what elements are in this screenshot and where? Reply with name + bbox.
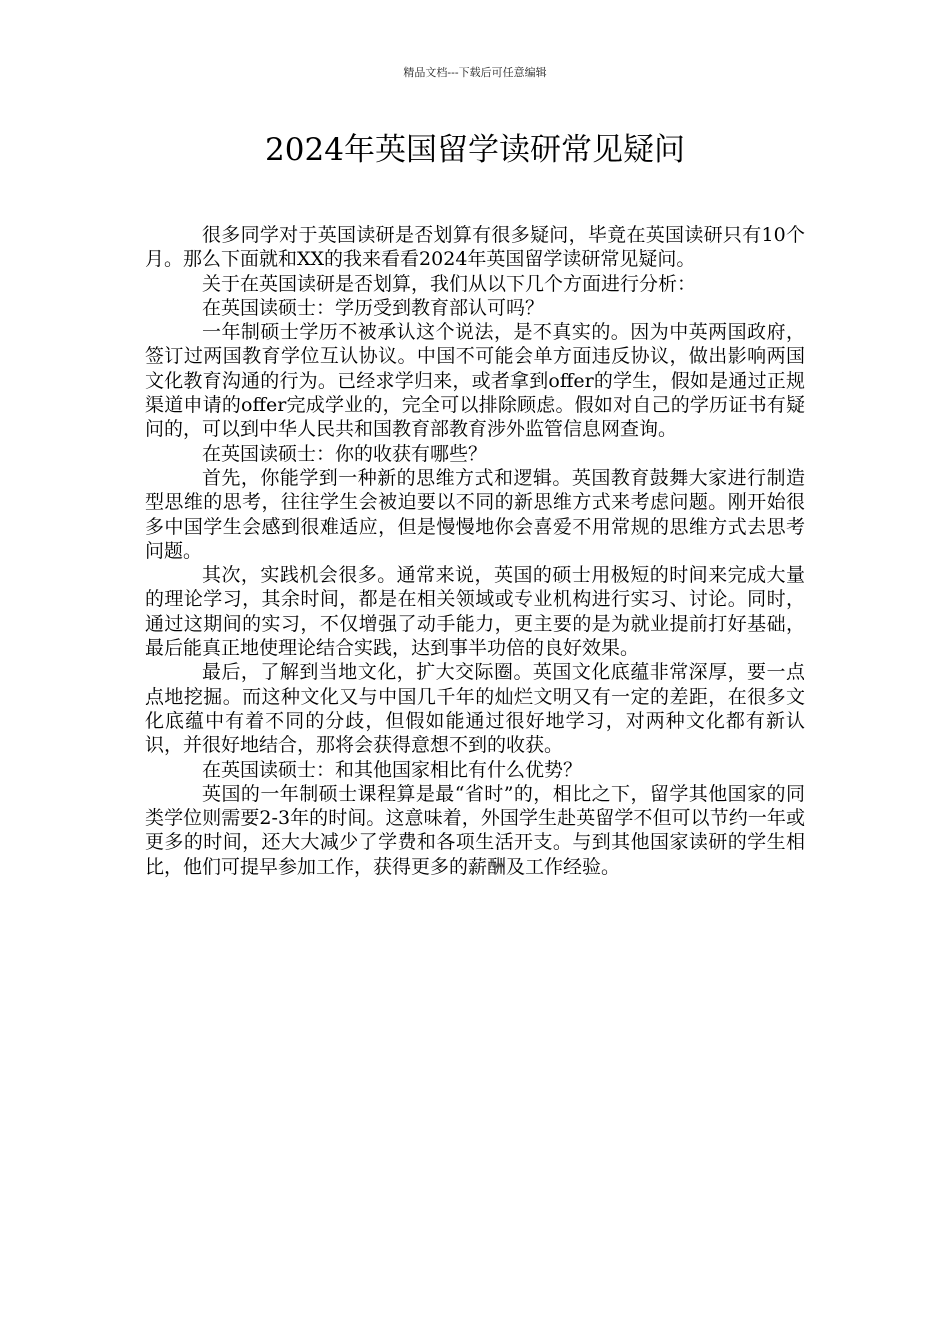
section-heading-advantages: 在英国读硕士：和其他国家相比有什么优势？ (202, 758, 583, 781)
section-heading-recognition: 在英国读硕士：学历受到教育部认可吗？ (202, 296, 545, 319)
section-heading-gains: 在英国读硕士：你的收获有哪些？ (202, 442, 488, 465)
page-header-note: 精品文档---下载后可任意编辑 (403, 66, 547, 79)
paragraph-gains-last: 最后，了解到当地文化，扩大交际圈。英国文化底蕴非常深厚，要一点点地挖掘。而这种文化又与中国几千年的灿烂文明又有一定的差距，在很多文化底蕴中有着不同的分歧，但假如能通过很好地学习，对两种文化都有新认识，并很好地结合，那将会获得意想不到的收获。 (145, 661, 805, 757)
paragraph-advantages: 英国的一年制硕士课程算是最“省时”的，相比之下，留学其他国家的同类学位则需要2-3年的时间。这意味着，外国学生赴英留学不但可以节约一年或更多的时间，还大大减少了学费和各项生活开支。与到其他国家读研的学生相比，他们可提早参加工作，获得更多的薪酬及工作经验。 (145, 782, 805, 878)
paragraph-gains-first: 首先，你能学到一种新的思维方式和逻辑。英国教育鼓舞大家进行制造型思维的思考，往往学生会被迫要以不同的新思维方式来考虑问题。刚开始很多中国学生会感到很难适应，但是慢慢地你会喜爱不用常规的思维方式去思考问题。 (145, 466, 805, 562)
paragraph-analysis-lead: 关于在英国读研是否划算，我们从以下几个方面进行分析： (202, 272, 697, 295)
document-body (145, 223, 805, 879)
paragraph-gains-second: 其次，实践机会很多。通常来说，英国的硕士用极短的时间来完成大量的理论学习，其余时间，都是在相关领域或专业机构进行实习、讨论。同时，通过这期间的实习，不仅增强了动手能力，更主要的是为就业提前打好基础，最后能真正地使理论结合实践，达到事半功倍的良好效果。 (145, 564, 805, 660)
document-title: 2024年英国留学读研常见疑问 (265, 132, 685, 168)
paragraph-recognition: 一年制硕士学历不被承认这个说法，是不真实的。因为中英两国政府，签订过两国教育学位互认协议。中国不可能会单方面违反协议，做出影响两国文化教育沟通的行为。已经求学归来，或者拿到offer的学生，假如是通过正规渠道申请的offer完成学业的，完全可以排除顾虑。假如对自己的学历证书有疑问的，可以到中华人民共和国教育部教育涉外监管信息网查询。 (145, 321, 805, 441)
paragraph-intro: 很多同学对于英国读研是否划算有很多疑问，毕竟在英国读研只有10个月。那么下面就和XX的我来看看2024年英国留学读研常见疑问。 (145, 224, 805, 271)
